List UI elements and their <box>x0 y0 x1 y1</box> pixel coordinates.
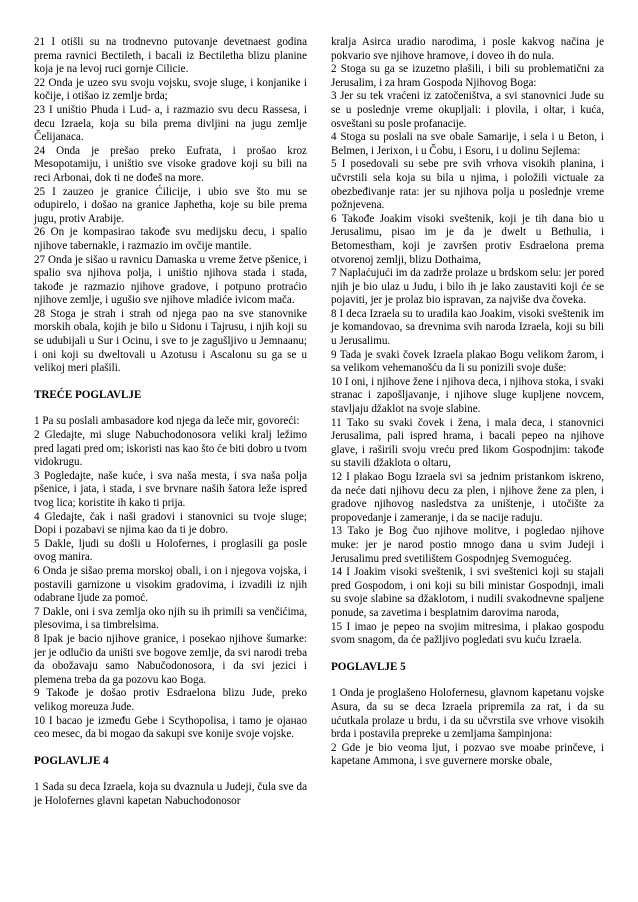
verse-paragraph: 12 I plakao Bogu Izraela svi sa jednim pristankom iskreno, da neće dati njihovu decu za plen, i njihove žene za plen, i gradove njihovog nasledstva za uništenje, i utočište za propovedanje i zameranje, i da se nacije raduju. <box>331 471 604 524</box>
verse-paragraph: 11 Tako su svaki čovek i žena, i mala deca, i stanovnici Jerusalima, pali ispred hrama, i bacali pepeo na njihove glave, i raširili svoju vreću pred likom Gospodnjim: takođe su stavili džaklota o oltaru, <box>331 416 604 470</box>
verse-paragraph: 1 Onda je proglašeno Holofernesu, glavnom kapetanu vojske Asura, da su se deca Izraela pripremila za rat, i da su ućutkala prolaze u brdu, i da su učvrstila sve vrhove visokih brda i postavila prepreke u zemljama šampinjona: <box>331 687 604 741</box>
verse-paragraph: 1 Sada su deca Izraela, koja su dvaznula u Judeji, čula sve da je Holofernes glavni kapetan Nabuchodonosor <box>34 781 307 807</box>
verse-paragraph: 3 Pogledajte, naše kuće, i sva naša mesta, i sva naša polja pšenice, i jata, i stada, i sve brvnare naših šatora leže ispred tvog lica; koristite ih kako ti prija. <box>34 469 307 509</box>
verse-paragraph: 9 Takođe je došao protiv Esdraelona blizu Jude, preko velikog moreuza Jude. <box>34 687 307 713</box>
verse-paragraph: 4 Gledajte, čak i naši gradovi i stanovnici su tvoje sluge; Dopi i pozabavi se njima kao da ti je dobro. <box>34 510 307 537</box>
text-columns <box>34 36 604 808</box>
verse-paragraph: 21 I otišli su na trodnevno putovanje devetnaest godina prema ravnici Bectileth, i bacali iz Bectiletha blizu planine koja je na levoj ruci gornje Cilicie. <box>34 36 307 76</box>
verse-paragraph: 6 Onda je sišao prema morskoj obali, i on i njegova vojska, i postavili garnizone u visokim gradovima, i izvadili iz njih odabrane ljude za pomoć. <box>34 564 307 605</box>
verse-paragraph: 23 I uništio Phuda i Lud- a, i razmazio svu decu Rassesa, i decu Izraela, koja su bila prema divljini na jugu zemlje Čelijanaca. <box>34 103 307 144</box>
verse-paragraph: 6 Takođe Joakim visoki sveštenik, koji je tih dana bio u Jerusalimu, pisao im je da je dwelt u Bethulia, i Betomestham, koji je završen protiv Esdraelona prema otvorenoj zemlji, blizu Dothaima, <box>331 212 604 266</box>
verse-paragraph: 13 Tako je Bog čuo njihove molitve, i pogledao njihove muke: jer je narod postio mnogo dana u svim Judeji i Jerusalimu pred svetilištem Gospodnjeg Svemogućeg. <box>331 525 604 565</box>
chapter-heading: TREĆE POGLAVLJE <box>34 388 142 401</box>
chapter-heading: POGLAVLJE 5 <box>331 660 406 673</box>
verse-paragraph: 2 Gledajte, mi sluge Nabuchodonosora veliki kralj ležimo pred lagati pred om; iskoristi nas kao što će biti dobro u tvom vidokrugu. <box>34 429 307 469</box>
verse-paragraph: 27 Onda je sišao u ravnicu Damaska u vreme žetve pšenice, i spalio sva njihova polja, i uništio njihova stada i stada, takođe je razmazio njihove gradove, i potpuno protraćio njihove zemlje, i ugušio sve njihove mladiće ivicom mača. <box>34 253 307 307</box>
verse-paragraph: 9 Tada je svaki čovek Izraela plakao Bogu velikom žarom, i sa velikom vehemanošću da li su ponizili svoje duše: <box>331 348 604 375</box>
verse-paragraph: 24 Onda je prešao preko Eufrata, i prošao kroz Mesopotamiju, i uništio sve visoke gradove koji su bili na reci Arbonai, dok ti ne dođeš na more. <box>34 144 307 184</box>
right-column <box>331 36 604 808</box>
verse-paragraph: 26 On je kompasirao takođe svu medijsku decu, i spalio njihove tabernakle, i razmazio im ovčije mantile. <box>34 226 307 252</box>
verse-paragraph: 10 I oni, i njihove žene i njihova deca, i njihova stoka, i svaki stranac i zapošljavanje, i njihove sluge kupljene novcem, stavljaju džaklot na svoje slabine. <box>331 375 604 416</box>
verse-paragraph: 22 Onda je uzeo svu svoju vojsku, svoje sluge, i konjanike i kočije, i otišao iz zemlje brda; <box>34 76 307 103</box>
verse-paragraph: kralja Asirca uradio narodima, i posle kakvog načina je pokvario sve njihove hramove, i doveo ih do nula. <box>331 36 604 62</box>
verse-paragraph: 7 Dakle, oni i sva zemlja oko njih su ih primili sa venčićima, plesovima, i sa timbrelsima. <box>34 605 307 632</box>
verse-paragraph: 8 Ipak je bacio njihove granice, i posekao njihove šumarke: jer je odlučio da uništi sve bogove zemlje, da svi narodi treba da obožavaju samo Nabučodonosora, i da svi jezici i plemena treba da ga pozovu kao Boga. <box>34 632 307 686</box>
verse-paragraph: 2 Stoga su ga se izuzetno plašili, i bili su problematični za Jerusalim, i za hram Gospoda Njihovog Boga: <box>331 63 604 89</box>
verse-paragraph: 3 Jer su tek vraćeni iz zatočeništva, a svi stanovnici Jude su se u poslednje vreme okupljali: i plovila, i oltar, i kuća, osveštani su posle profanacije. <box>331 90 604 130</box>
verse-paragraph: 14 I Joakim visoki sveštenik, i svi sveštenici koji su stajali pred Gospodom, i oni koji su bili ministar Gospodnji, imali su svoje slabine sa džaklotom, i nudili svakodnevne spaljene ponude, sa zavetima i besplatnim darovima naroda, <box>331 566 604 619</box>
verse-paragraph: 8 I deca Izraela su to uradila kao Joakim, visoki sveštenik im je komandovao, sa drevnima svih naroda Izraela, koji su bili u Jerusalimu. <box>331 307 604 348</box>
verse-paragraph: 2 Gde je bio veoma ljut, i pozvao sve moabe prinčeve, i kapetane Ammona, i sve guvernere morske obale, <box>331 741 604 768</box>
verse-paragraph: 25 I zauzeo je granice Ćilicije, i ubio sve što mu se odupirelo, i došao na granice Japhetha, koje su bile prema jugu, protiv Arabije. <box>34 185 307 225</box>
verse-paragraph: 5 Dakle, ljudi su došli u Holofernes, i proglasili ga posle ovog manira. <box>34 537 307 564</box>
verse-paragraph: 7 Naplaćujući im da zadrže prolaze u brdskom selu: jer pored njih je bio ulaz u Judu, i bilo ih je lako zaustaviti koji će se pojaviti, jer je prolaz bio ispravan, za najviše dva čoveka. <box>331 267 604 307</box>
verse-paragraph: 5 I posedovali su sebe pre svih vrhova visokih planina, i učvrstili sela koja su bila u njima, i položili victuale za obezbeđivanje rata: jer su njihova polja u poslednje vreme požnjevena. <box>331 158 604 212</box>
verse-paragraph: 1 Pa su poslali ambasadore kod njega da leče mir, govoreći: <box>34 415 300 428</box>
verse-paragraph: 10 I bacao je između Gebe i Scythopolisa, i tamo je ojaнao ceo mesec, da bi mogao da sakupi sve konije svoje vojske. <box>34 714 307 741</box>
verse-paragraph: 28 Stoga je strah i strah od njega pao na sve stanovnike morskih obala, kojih je bilo u Sidonu i Tajrusu, i njih koji su se udubijali u Sur i Ocinu, i sve to je zagušljivo u Jemnaanu; i oni koji su dweltovali u Azotusu i Ascalonu su ga se u velikoj meri plašili. <box>34 307 307 375</box>
left-column <box>34 36 307 808</box>
verse-paragraph: 4 Stoga su poslali na sve obale Samarije, i sela i u Beton, i Belmen, i Jeriхon, i u Čobu, i Esoru, i u dolinu Sejlema: <box>331 131 604 157</box>
verse-paragraph: 15 I imao je pepeo na svojim mitresima, i plakao gospodu svom snagom, da će pažljivo pogledati svu kuću Izraela. <box>331 620 604 647</box>
chapter-heading: POGLAVLJE 4 <box>34 754 109 767</box>
